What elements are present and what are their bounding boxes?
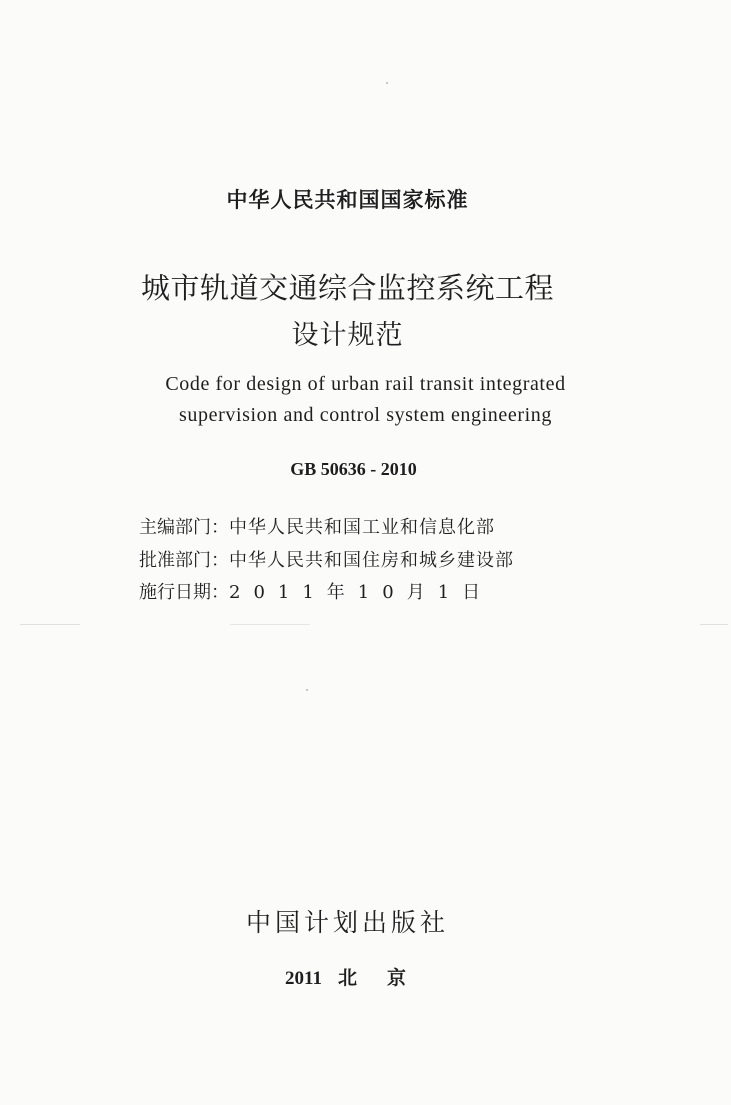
approver-row [139, 546, 514, 572]
scan-speck [386, 82, 388, 84]
scan-speck [306, 689, 308, 691]
standard-type-label: 中华人民共和国国家标准 [226, 188, 469, 212]
effective-date-row [139, 578, 493, 604]
publication-place [0, 963, 711, 990]
editor-label: 主编部门： [139, 517, 229, 538]
scan-speck [20, 624, 80, 625]
english-title-line-1: Code for design of urban rail transit integrated [165, 373, 566, 395]
title-line-1: 城市轨道交通综合监控系统工程 [140, 271, 554, 305]
approver-label: 批准部门： [139, 550, 229, 571]
city-char-1: 北 [337, 968, 357, 989]
scan-speck [700, 624, 728, 625]
scan-speck [230, 624, 310, 625]
effective-label: 施行日期： [139, 582, 229, 603]
city-char-2: 京 [386, 968, 406, 989]
editor-value: 中华人民共和国工业和信息化部 [229, 517, 495, 538]
approver-value: 中华人民共和国住房和城乡建设部 [229, 550, 514, 571]
title-line-2: 设计规范 [291, 320, 404, 351]
effective-value: 2011年10月1日 [229, 582, 494, 603]
editor-row [139, 513, 495, 539]
publication-year: 2011 [285, 968, 322, 989]
english-title-line-2: supervision and control system engineering [179, 404, 552, 426]
publisher-name: 中国计划出版社 [245, 908, 449, 937]
standard-code: GB 50636 - 2010 [290, 459, 417, 479]
